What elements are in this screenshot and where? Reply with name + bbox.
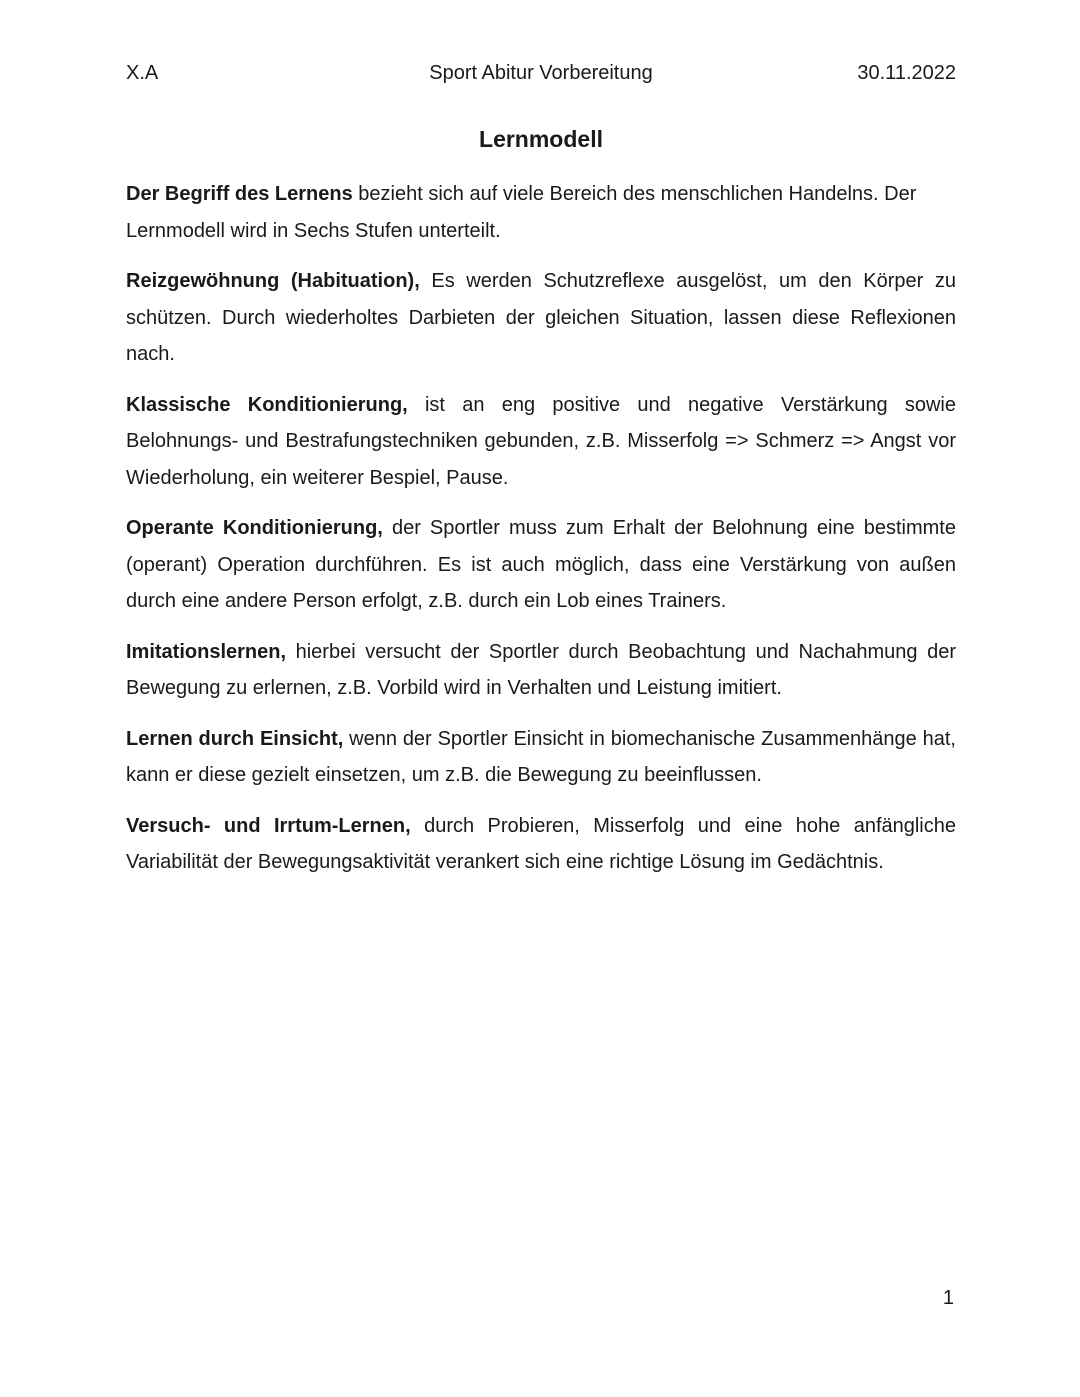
paragraph-term: Der Begriff des Lernens (126, 183, 353, 205)
paragraph-einsicht (126, 721, 956, 794)
paragraph-term: Versuch- und Irrtum-Lernen, (126, 814, 411, 837)
paragraph-klassische-konditionierung (126, 387, 956, 497)
paragraph-term: Klassische Konditionierung, (126, 393, 408, 416)
paragraph-term: Imitationslernen, (126, 640, 287, 663)
document-body (126, 176, 956, 895)
paragraph-text: Es werden Schutzreflexe ausgelöst, um den Körper zu schützen. Durch wiederholtes Darbieten der gleichen Situation, lassen diese Reflexionen nach. (126, 270, 956, 365)
paragraph-text: wenn der Sportler Einsicht in biomechanische Zusammenhänge hat, kann er diese gezielt einsetzen, um z.B. die Bewegung zu beeinflussen. (126, 727, 956, 786)
paragraph-text: bezieht sich auf viele Bereich des menschlichen Handelns. Der Lernmodell wird in Sechs Stufen unterteilt. (126, 183, 917, 242)
header-subject: Sport Abitur Vorbereitung (429, 62, 653, 84)
page-header (126, 62, 956, 90)
paragraph-versuch-irrtum (126, 808, 956, 881)
paragraph-term: Operante Konditionierung, (126, 517, 383, 539)
paragraph-text: ist an eng positive und negative Verstärkung sowie Belohnungs- und Bestrafungstechniken gebunden, z.B. Misserfolg => Schmerz => Angst vor Wiederholung, ein weiterer Bespiel, Pause. (126, 393, 956, 489)
paragraph-term: Lernen durch Einsicht, (126, 727, 344, 750)
paragraph-imitationslernen (126, 634, 956, 707)
header-date: 30.11.2022 (857, 62, 956, 84)
page-number: 1 (942, 1287, 954, 1309)
paragraph-text: durch Probieren, Misserfolg und eine hohe anfängliche Variabilität der Bewegungsaktivität verankert sich eine richtige Lösung im Gedächtnis. (126, 814, 956, 873)
paragraph-operante-konditionierung (126, 510, 956, 620)
paragraph-text: der Sportler muss zum Erhalt der Belohnung eine bestimmte (operant) Operation durchführen. Es ist auch möglich, dass eine Verstärkung von außen durch eine andere Person erfolgt, z.B. durch ein Lob eines Trainers. (126, 517, 956, 612)
document-title: Lernmodell (479, 126, 603, 152)
paragraph-text: hierbei versucht der Sportler durch Beobachtung und Nachahmung der Bewegung zu erlernen, z.B. Vorbild wird in Verhalten und Leistung imitiert. (126, 640, 956, 699)
header-author: X.A (126, 62, 159, 84)
paragraph-habituation (126, 263, 956, 373)
paragraph-term: Reizgewöhnung (Habituation), (126, 270, 420, 292)
paragraph-begriff (126, 176, 956, 249)
